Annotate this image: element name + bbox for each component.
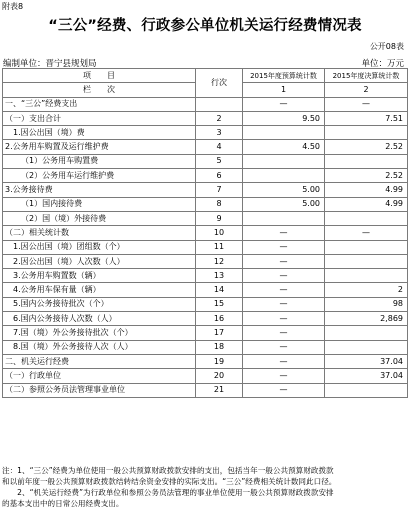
row-label: 2.因公出国（境）人次数（人）: [3, 254, 196, 268]
compiling-unit: 编制单位：晋宁县规划局: [3, 59, 97, 69]
budget-value: —: [243, 240, 325, 254]
final-value: 7.51: [325, 111, 408, 125]
budget-value: [243, 126, 325, 140]
footnote-line: 2、“机关运行经费”为行政单位和参照公务员法管理的事业单位使用一般公共预算财政拨款安排: [2, 488, 334, 497]
budget-value: —: [243, 369, 325, 383]
table-row: [3, 297, 408, 311]
row-number: 18: [196, 340, 243, 354]
final-value: 98: [325, 297, 408, 311]
row-label: 1.因公出国（境）团组数（个）: [3, 240, 196, 254]
table-row: [3, 97, 408, 111]
header-item: 项 目: [3, 69, 196, 83]
final-value: 37.04: [325, 354, 408, 368]
row-label: （2）国（境）外接待费: [3, 211, 196, 225]
row-number: 8: [196, 197, 243, 211]
row-number: 19: [196, 354, 243, 368]
final-value: 4.99: [325, 183, 408, 197]
budget-value: [243, 211, 325, 225]
row-number: 14: [196, 283, 243, 297]
final-value: [325, 340, 408, 354]
budget-value: 5.00: [243, 197, 325, 211]
footnotes: [2, 465, 408, 509]
row-label: 2.公务用车购置及运行维护费: [3, 140, 196, 154]
table-row: [3, 169, 408, 183]
row-number: 21: [196, 383, 243, 397]
final-value: 2,869: [325, 312, 408, 326]
table-row: [3, 383, 408, 397]
row-label: （2）公务用车运行维护费: [3, 169, 196, 183]
final-value: [325, 326, 408, 340]
final-value: 4.99: [325, 197, 408, 211]
budget-value: —: [243, 340, 325, 354]
table-row: [3, 269, 408, 283]
table-row: [3, 240, 408, 254]
row-label: （一）行政单位: [3, 369, 196, 383]
final-value: —: [325, 97, 408, 111]
row-number: 10: [196, 226, 243, 240]
budget-value: 5.00: [243, 183, 325, 197]
appendix-label: 附表8: [2, 2, 24, 11]
row-number: 17: [196, 326, 243, 340]
budget-value: —: [243, 97, 325, 111]
header-final-index: 2: [325, 83, 408, 97]
final-value: [325, 240, 408, 254]
expense-table: [2, 68, 408, 398]
table-row: [3, 111, 408, 125]
row-label: 3.公务用车购置数（辆）: [3, 269, 196, 283]
budget-value: 4.50: [243, 140, 325, 154]
row-number: [196, 97, 243, 111]
table-row: [3, 211, 408, 225]
row-label: 二、机关运行经费: [3, 354, 196, 368]
final-value: 2: [325, 283, 408, 297]
row-label: 1.因公出国（境）费: [3, 126, 196, 140]
table-row: [3, 283, 408, 297]
currency-unit: 单位：万元: [361, 59, 404, 69]
row-number: 13: [196, 269, 243, 283]
budget-value: —: [243, 354, 325, 368]
row-number: 16: [196, 312, 243, 326]
budget-value: —: [243, 269, 325, 283]
row-label: 一、“三公”经费支出: [3, 97, 196, 111]
row-label: 5.国内公务接待批次（个）: [3, 297, 196, 311]
footnote-line: 注：1、“三公”经费为单位使用一般公共预算财政拨款安排的支出，包括当年一般公共预算财政拨款: [2, 466, 334, 475]
budget-value: —: [243, 383, 325, 397]
header-budget-index: 1: [243, 83, 325, 97]
table-row: [3, 254, 408, 268]
header-final: 2015年度决算统计数: [325, 69, 408, 83]
table-row: [3, 226, 408, 240]
budget-value: —: [243, 226, 325, 240]
budget-value: —: [243, 254, 325, 268]
row-number: 15: [196, 297, 243, 311]
header-row-number: 行次: [196, 69, 243, 98]
final-value: 2.52: [325, 140, 408, 154]
budget-value: [243, 169, 325, 183]
final-value: [325, 126, 408, 140]
row-label: 7.国（境）外公务接待批次（个）: [3, 326, 196, 340]
header-column-index: 栏 次: [3, 83, 196, 97]
header-row: [3, 69, 408, 83]
row-number: 7: [196, 183, 243, 197]
table-row: [3, 126, 408, 140]
row-number: 3: [196, 126, 243, 140]
row-number: 12: [196, 254, 243, 268]
row-label: 8.国（境）外公务接待人次（人）: [3, 340, 196, 354]
table-row: [3, 183, 408, 197]
table-row: [3, 312, 408, 326]
final-value: [325, 269, 408, 283]
row-number: 2: [196, 111, 243, 125]
footnote-line: 和以前年度一般公共预算财政拨款结转结余资金安排的实际支出。“三公”经费相关统计数同此口径。: [2, 477, 337, 486]
row-number: 20: [196, 369, 243, 383]
budget-value: —: [243, 283, 325, 297]
row-label: 3.公务接待费: [3, 183, 196, 197]
final-value: [325, 383, 408, 397]
budget-value: [243, 154, 325, 168]
page-title: “三公”经费、行政参公单位机关运行经费情况表: [48, 18, 362, 34]
row-label: 6.国内公务接待人次数（人）: [3, 312, 196, 326]
table-row: [3, 197, 408, 211]
row-number: 9: [196, 211, 243, 225]
row-label: 4.公务用车保有量（辆）: [3, 283, 196, 297]
table-row: [3, 326, 408, 340]
row-number: 11: [196, 240, 243, 254]
row-number: 6: [196, 169, 243, 183]
final-value: 37.04: [325, 369, 408, 383]
table-row: [3, 140, 408, 154]
table-header: [3, 69, 408, 98]
final-value: [325, 254, 408, 268]
row-label: （二）参照公务员法管理事业单位: [3, 383, 196, 397]
row-number: 5: [196, 154, 243, 168]
footnote-line: 的基本支出中的日常公用经费支出。: [2, 499, 124, 508]
final-value: —: [325, 226, 408, 240]
row-label: （1）公务用车购置费: [3, 154, 196, 168]
table-code: 公开08表: [369, 42, 404, 51]
row-label: （一）支出合计: [3, 111, 196, 125]
row-label: （二）相关统计数: [3, 226, 196, 240]
row-number: 4: [196, 140, 243, 154]
final-value: [325, 211, 408, 225]
budget-value: —: [243, 312, 325, 326]
budget-value: —: [243, 326, 325, 340]
table-row: [3, 354, 408, 368]
header-budget: 2015年度预算统计数: [243, 69, 325, 83]
row-label: （1）国内接待费: [3, 197, 196, 211]
table-row: [3, 340, 408, 354]
budget-value: —: [243, 297, 325, 311]
final-value: 2.52: [325, 169, 408, 183]
table-row: [3, 369, 408, 383]
table-body: [3, 97, 408, 397]
final-value: [325, 154, 408, 168]
table-row: [3, 154, 408, 168]
budget-value: 9.50: [243, 111, 325, 125]
